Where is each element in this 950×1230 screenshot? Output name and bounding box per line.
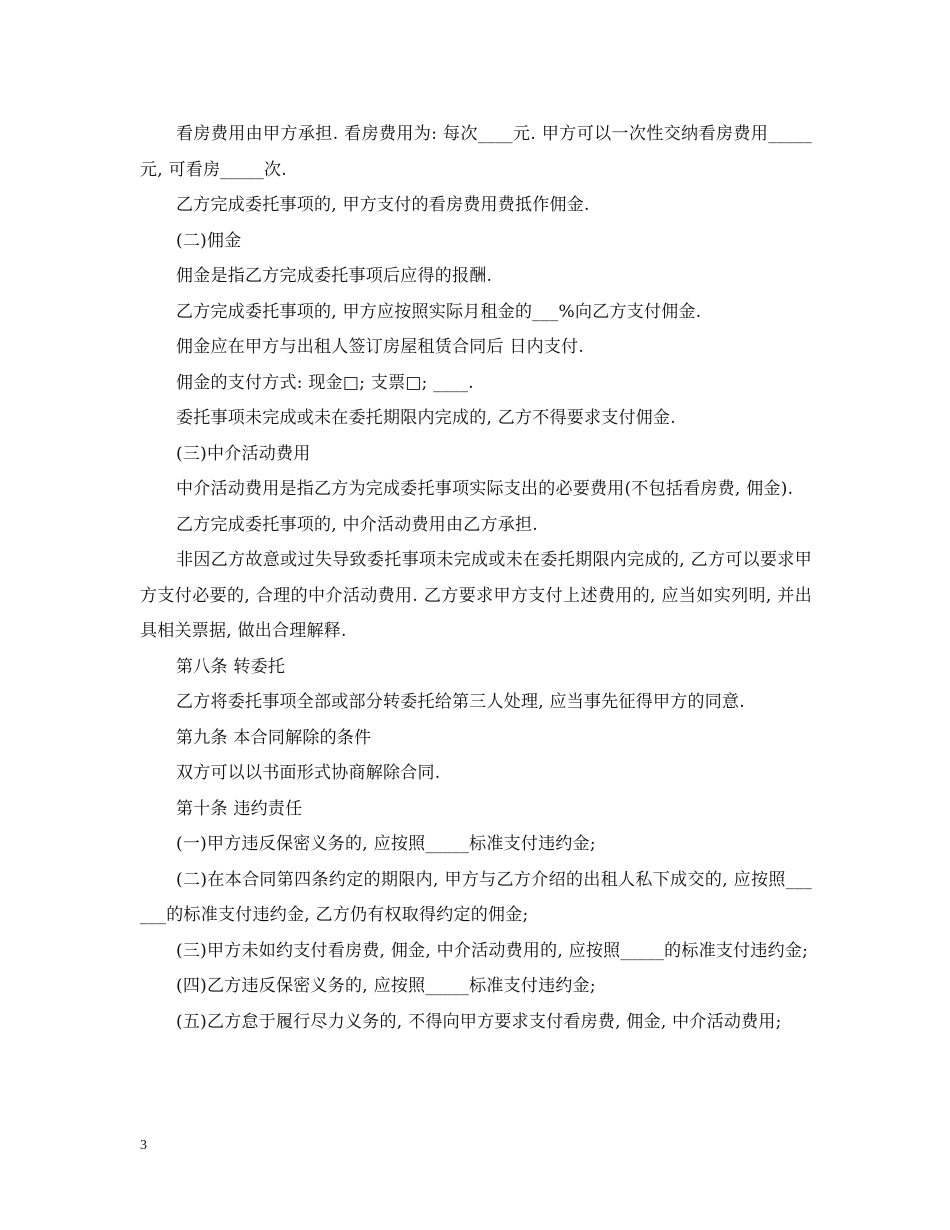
article-heading-termination: 第九条 本合同解除的条件 (176, 727, 372, 748)
paragraph-commission-rate: 乙方完成委托事项的, 甲方应按照实际月租金的___%向乙方支付佣金. (176, 301, 702, 322)
paragraph-liability-1: (一)甲方违反保密义务的, 应按照_____标准支付违约金; (176, 834, 596, 854)
paragraph-liability-4: (四)乙方违反保密义务的, 应按照_____标准支付违约金; (176, 976, 596, 996)
paragraph-liability-5: (五)乙方怠于履行尽力义务的, 不得向甲方要求支付看房费, 佣金, 中介活动费用; (176, 1011, 782, 1032)
paragraph-agency-expenses-borne: 乙方完成委托事项的, 中介活动费用由乙方承担. (176, 514, 538, 535)
document-body (140, 117, 812, 1040)
page-number: 3 (140, 1138, 147, 1153)
paragraph-commission-deadline: 佣金应在甲方与出租人签订房屋租赁合同后 日内支付. (176, 337, 585, 357)
paragraph-liability-2: (二)在本合同第四条约定的期限内, 甲方与乙方介绍的出租人私下成交的, 应按照______的标准支付违约金, 乙方仍有权取得约定的佣金; (140, 869, 812, 925)
paragraph-agency-expenses-definition: 中介活动费用是指乙方为完成委托事项实际支出的必要费用(不包括看房费, 佣金). (176, 479, 794, 499)
paragraph-viewing-fee-offset: 乙方完成委托事项的, 甲方支付的看房费用费抵作佣金. (176, 195, 590, 215)
section-heading-agency-expenses: (三)中介活动费用 (176, 443, 311, 464)
paragraph-sub-delegation: 乙方将委托事项全部或部分转委托给第三人处理, 应当事先征得甲方的同意. (176, 692, 745, 712)
paragraph-commission-condition: 委托事项未完成或未在委托期限内完成的, 乙方不得要求支付佣金. (176, 408, 676, 428)
paragraph-liability-3: (三)甲方未如约支付看房费, 佣金, 中介活动费用的, 应按照_____的标准支付违约金; (176, 940, 809, 961)
paragraph-viewing-fee: 看房费用由甲方承担. 看房费用为: 每次____元. 甲方可以一次性交纳看房费用_____元, 可看房_____次. (140, 124, 812, 180)
paragraph-commission-definition: 佣金是指乙方完成委托事项后应得的报酬. (176, 266, 493, 286)
paragraph-payment-method: 佣金的支付方式: 现金□; 支票□; ____. (176, 372, 474, 393)
article-heading-sub-delegation: 第八条 转委托 (176, 656, 286, 677)
paragraph-termination: 双方可以以书面形式协商解除合同. (176, 763, 441, 783)
article-heading-liability: 第十条 违约责任 (176, 798, 303, 819)
section-heading-commission: (二)佣金 (176, 230, 242, 251)
paragraph-agency-expenses-reimbursement: 非因乙方故意或过失导致委托事项未完成或未在委托期限内完成的, 乙方可以要求甲方支付必要的, 合理的中介活动费用. 乙方要求甲方支付上述费用的, 应当如实列明, 并出具相关票据, 做出合理解释. (140, 550, 812, 641)
